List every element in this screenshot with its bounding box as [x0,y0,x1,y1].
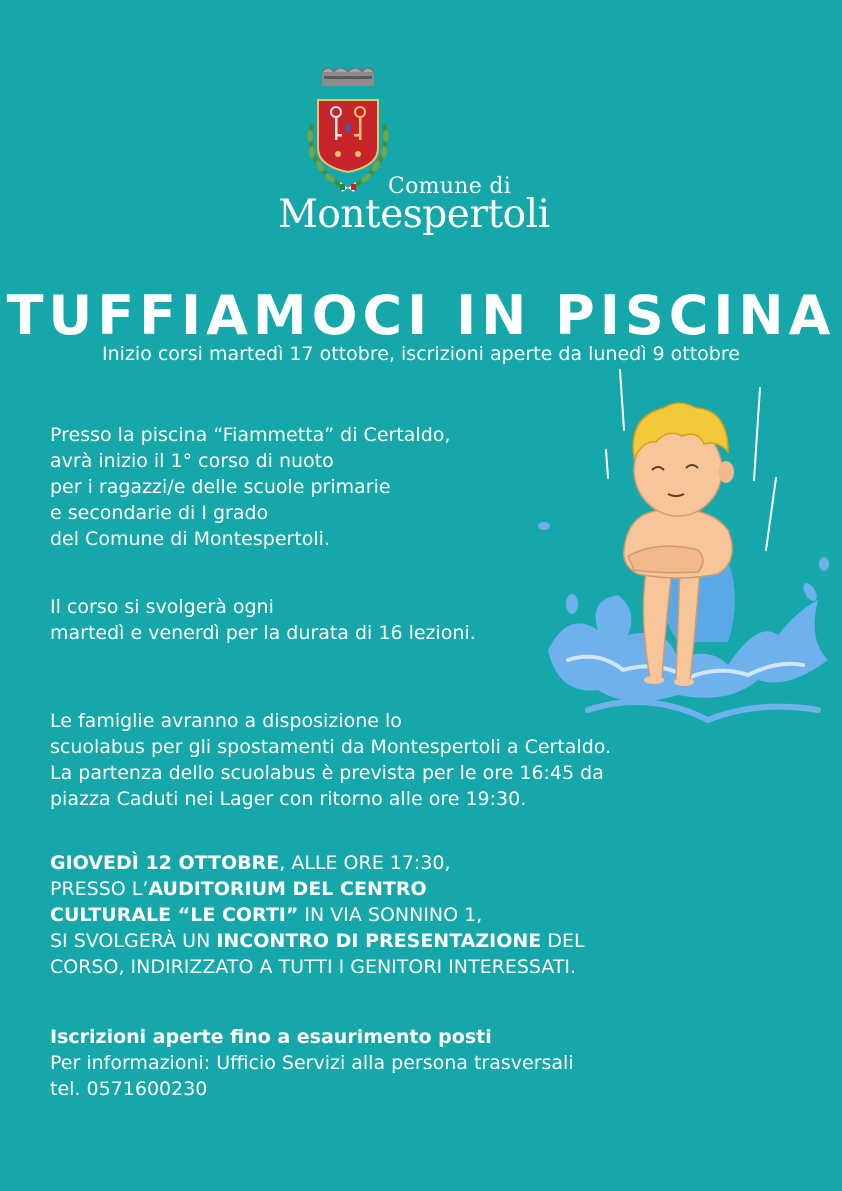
transport-line: Le famiglie avranno a disposizione lo [50,710,402,732]
page-title: TUFFIAMOCI IN PISCINA [6,284,836,347]
meeting-line-3 [50,902,585,928]
boy-diving-illustration [528,360,838,740]
meeting-address: IN VIA SONNINO 1, [298,904,483,926]
intro-line: per i ragazzi/e delle scuole primarie [50,476,391,498]
meeting-text: SI SVOLGERÀ UN [50,930,217,952]
meeting-paragraph [50,850,585,980]
municipality-name: Montespertoli [278,192,550,237]
contacts-paragraph [50,1024,574,1102]
transport-line: piazza Caduti nei Lager con ritorno alle ore 19:30. [50,788,527,810]
subtitle: Inizio corsi martedì 17 ottobre, iscrizioni aperte da lunedì 9 ottobre [102,343,740,365]
meeting-text: PRESSO L’ [50,878,149,900]
meeting-text: DEL [541,930,585,952]
intro-paragraph [50,422,450,552]
intro-line: Presso la piscina “Fiammetta” di Certaldo, [50,424,451,446]
meeting-line-2 [50,876,585,902]
enrollment-note: Iscrizioni aperte fino a esaurimento posti [50,1026,492,1048]
info-office: Per informazioni: Ufficio Servizi alla persona trasversali [50,1052,574,1074]
transport-paragraph [50,708,611,812]
intro-line: del Comune di Montespertoli. [50,528,330,550]
intro-line: e secondarie di I grado [50,502,269,524]
schedule-line: martedì e venerdì per la durata di 16 lezioni. [50,622,476,644]
transport-line: La partenza dello scuolabus è prevista per le ore 16:45 da [50,762,604,784]
meeting-time: , ALLE ORE 17:30, [279,852,451,874]
transport-line: scuolabus per gli spostamenti da Montespertoli a Certaldo. [50,736,612,758]
schedule-paragraph [50,594,476,646]
meeting-line-4 [50,928,585,954]
intro-line: avrà inizio il 1° corso di nuoto [50,450,334,472]
meeting-line-5: CORSO, INDIRIZZATO A TUTTI I GENITORI INTERESSATI. [50,956,577,978]
meeting-venue: AUDITORIUM DEL CENTRO [148,878,427,900]
phone-number: tel. 0571600230 [50,1078,208,1100]
meeting-date: GIOVEDÌ 12 OTTOBRE [50,852,280,874]
meeting-venue: CULTURALE “LE CORTI” [50,904,299,926]
comune-di-label: Comune di [388,174,512,199]
municipal-crest-logo [298,64,398,204]
meeting-event: INCONTRO DI PRESENTAZIONE [216,930,542,952]
schedule-line: Il corso si svolgerà ogni [50,596,274,618]
meeting-line-1 [50,850,585,876]
